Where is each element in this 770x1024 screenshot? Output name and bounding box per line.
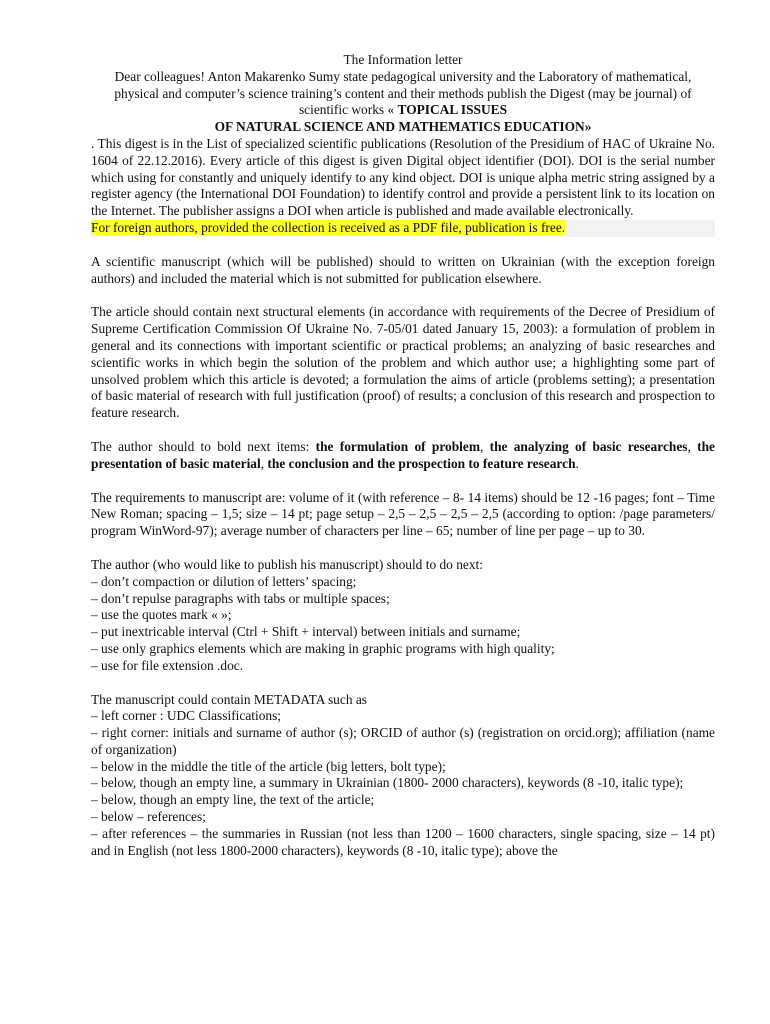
bold-item-1: the formulation of problem xyxy=(315,438,480,454)
author-rule: – don’t compaction or dilution of letters’ spacing; xyxy=(91,573,357,589)
metadata-item: – below in the middle the title of the article (big letters, bolt type); xyxy=(91,758,446,774)
metadata-item: – left corner : UDC Classifications; xyxy=(91,708,282,724)
manuscript-language-paragraph: A scientific manuscript (which will be published) should to written on Ukrainian (with the exception foreign authors) and included the material which is not submitted for publication elsewhere. xyxy=(91,253,715,286)
foreign-note: For foreign authors, provided the collection is received as a PDF file, publication is free. xyxy=(91,219,566,235)
author-rule: – use for file extension .doc. xyxy=(91,657,244,673)
metadata-item: – below, though an empty line, the text of the article; xyxy=(91,792,375,808)
metadata-item: – right corner: initials and surname of author (s); ORCID of author (s) (registration on orcid.org); affiliation (name of organization) xyxy=(91,725,715,757)
journal-name-line xyxy=(91,119,715,136)
author-rule: – use only graphics elements which are making in graphic programs with high quality; xyxy=(91,640,555,656)
letter-title: The Information letter xyxy=(343,52,463,67)
metadata-item: – below, though an empty line, a summary in Ukrainian (1800- 2000 characters), keywords (8 -10, italic type); xyxy=(91,775,684,791)
bold-item-4: the conclusion and the prospection to feature research xyxy=(267,455,576,471)
metadata-item-last: – after references – the summaries in Russian (not less than 1200 – 1600 characters, single spacing, size – 14 pt) and in English (not less 1800-2000 characters), keywords (8 -10, italic type); above the xyxy=(91,825,715,858)
bold-end: . xyxy=(575,455,579,471)
bold-items-paragraph xyxy=(91,439,715,473)
author-rule: – use the quotes mark « »; xyxy=(91,607,232,623)
author-rules-title: The author (who would like to publish his manuscript) should to do next: xyxy=(91,556,484,572)
journal-name-part1: TOPICAL ISSUES xyxy=(397,102,508,118)
intro-text: Dear colleagues! Anton Makarenko Sumy state pedagogical university and the Laboratory of mathematical, physical and computer’s science training’s content and their methods publish the Digest (may be journal) of scientific works « xyxy=(114,68,692,118)
bold-items-lead: The author should to bold next items: xyxy=(91,438,316,454)
bold-item-3: the presentation of basic material xyxy=(91,438,715,471)
document-page xyxy=(91,52,715,859)
structure-paragraph: The article should contain next structural elements (in accordance with requirements of the Decree of Presidium of Supreme Certification Commission Of Ukraine No. 7-05/01 dated January 15, 2003): a formulation of problem in general and its connections with important scientific or practical problems; an analyzing of basic researches and scientific works in which begin the solution of the problem and which author use; a highlighting some part of unsolved problem which this article is devoted; a formulation the aims of article (problems setting); a presentation of basic material of research with full justification (proof) of results; a conclusion of this research and prospection to feature research. xyxy=(91,304,715,421)
intro-paragraph xyxy=(91,69,715,119)
bold-sep-1: , xyxy=(479,438,490,454)
author-rule: – put inextricable interval (Ctrl + Shift + interval) between initials and surname; xyxy=(91,624,521,640)
requirements-paragraph: The requirements to manuscript are: volume of it (with reference – 8- 14 items) should be 12 -16 pages; font – Time New Roman; spacing – 1,5; size – 14 pt; page setup – 2,5 – 2,5 – 2,5 – 2,5 (according to option: /page parameters/ program WinWord-97); average number of characters per line – 65; number of line per page – up to 30. xyxy=(91,489,715,539)
author-rule: – don’t repulse paragraphs with tabs or multiple spaces; xyxy=(91,590,390,606)
metadata-title: The manuscript could contain METADATA such as xyxy=(91,691,368,707)
foreign-note-row xyxy=(91,220,715,237)
bold-sep-2: , xyxy=(687,438,698,454)
bold-item-2: the analyzing of basic researches xyxy=(489,438,688,454)
doi-paragraph: . This digest is in the List of specialized scientific publications (Resolution of the Presidium of HAC of Ukraine No. 1604 of 22.12.2016). Every article of this digest is given Digital object identifier (DOI). DOI is the serial number which using for constantly and uniquely identify to any kind object. DOI is unique alpha metric string assigned by a register agency (the International DOI Foundation) to identify control and provide a persistent link to its location on the Internet. The publisher assigns a DOI when article is published and made available electronically. xyxy=(91,135,715,219)
bold-sep-3: , xyxy=(260,455,268,471)
metadata-item: – below – references; xyxy=(91,809,206,825)
journal-name-part2: OF NATURAL SCIENCE AND MATHEMATICS EDUCATION» xyxy=(214,119,592,135)
